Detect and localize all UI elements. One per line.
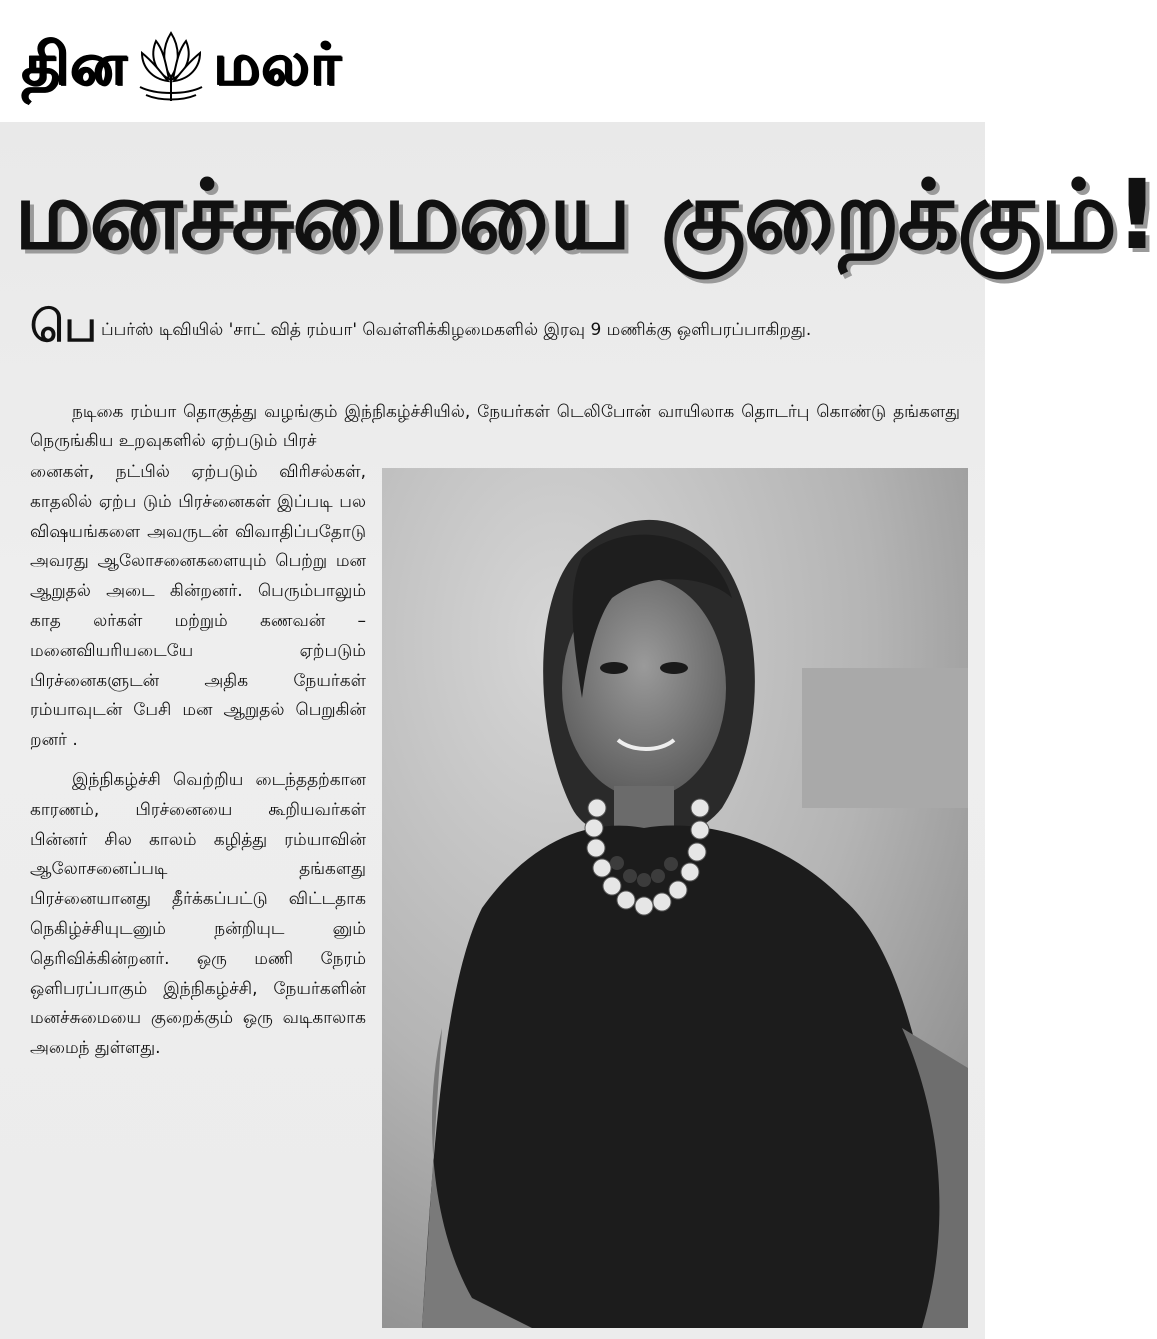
article-photo bbox=[382, 468, 968, 1328]
masthead-word-left: தின bbox=[22, 30, 128, 98]
lotus-icon bbox=[132, 25, 210, 103]
lead-dropcap: பெ bbox=[30, 301, 97, 352]
article-lead bbox=[30, 301, 960, 352]
article-paragraph-3: இந்நிகழ்ச்சி வெற்றிய டைந்ததற்கான காரணம், பிரச்னையை கூறியவர்கள் பின்னர் சில காலம் கழித்து ரம்யாவின் ஆலோசனைப்படி தங்களது பிரச்னையானது தீர்க்கப்பட்டு விட்டதாக நெகிழ்ச்சியுடனும் நன்றியுட னும் தெரிவிக்கின்றனர். ஒரு மணி நேரம் ஒளிபரப்பாகும் இந்நிகழ்ச்சி, நேயர்களின் மனச்சுமையை குறைக்கும் ஒரு வடிகாலாக அமைந் துள்ளது. bbox=[30, 769, 366, 1059]
article-paragraph-2-continued: னைகள், நட்பில் ஏற்படும் விரிசல்கள், காதலில் ஏற்ப டும் பிரச்னைகள் இப்படி பல விஷயங்களை அவருடன் விவாதிப்பதோடு அவரது ஆலோசனைகளையும் பெற்று மன ஆறுதல் அடை கின்றனர். பெரும்பாலும் காத லர்கள் மற்றும் கணவன் – மனைவியரியடையே ஏற்படும் பிரச்னைகளுடன் அதிக நேயர்கள் ரம்யாவுடன் பேசி மன ஆறுதல் பெறுகின் றனர் . bbox=[30, 462, 366, 751]
masthead-word-right: மலர் bbox=[213, 30, 342, 98]
article-headline: மனச்சுமையை குறைக்கும்! bbox=[14, 159, 1157, 271]
newspaper-masthead bbox=[22, 18, 407, 110]
article-column bbox=[30, 458, 366, 1064]
article-paragraph-2: நடிகை ரம்யா தொகுத்து வழங்கும் இந்நிகழ்ச்சியில், நேயர்கள் டெலிபோன் வாயிலாக தொடர்பு கொண்டு தங்களது நெருங்கிய உறவுகளில் ஏற்படும் பிரச் bbox=[30, 402, 960, 451]
lead-text: ப்பர்ஸ் டிவியில் 'சாட் வித் ரம்யா' வெள்ளிக்கிழமைகளில் இரவு 9 மணிக்கு ஒளிபரப்பாகிறது. bbox=[101, 320, 812, 340]
